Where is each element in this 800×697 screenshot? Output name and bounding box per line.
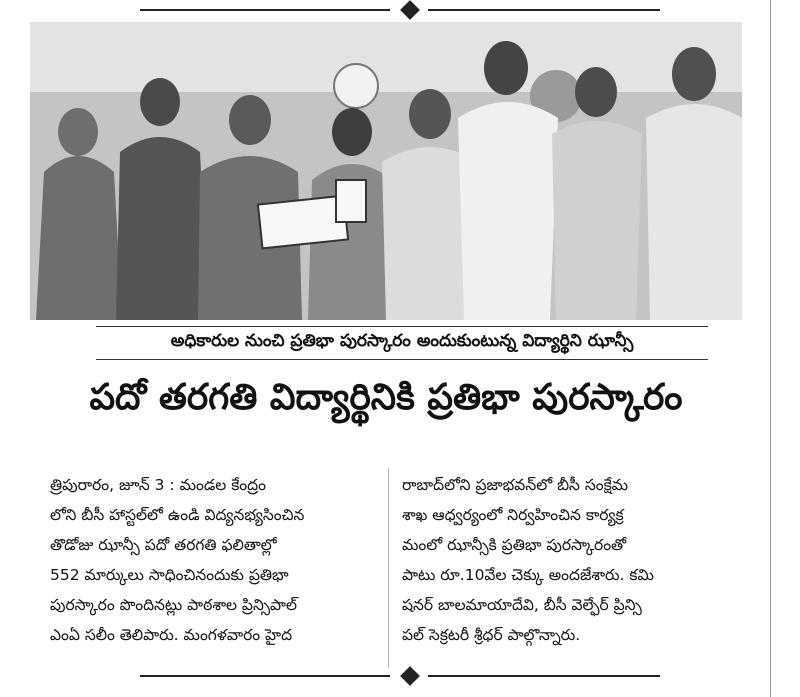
article-column-left xyxy=(50,470,372,650)
top-rule-diamond xyxy=(400,0,420,20)
article-line: లోని బీసీ హాస్టల్‌లో ఉండి విద్యనభ్యసించిన xyxy=(50,506,305,524)
bottom-rule-right xyxy=(428,675,660,677)
article-line: ఎంఏ సలీం తెలిపారు. మంగళవారం హైద xyxy=(50,626,293,644)
page-border-right xyxy=(770,0,771,697)
article-line: షనర్ బాలమాయాదేవి, బీసీ వెల్ఫేర్ ప్రిన్సి xyxy=(402,596,642,614)
news-photo xyxy=(30,22,742,320)
article-line: శాఖ ఆధ్వర్యంలో నిర్వహించిన కార్యక్ర xyxy=(402,506,624,524)
photo-caption: అధికారుల నుంచి ప్రతిభా పురస్కారం అందుకుంటున్న విద్యార్థిని ఝాన్సీ xyxy=(96,326,708,360)
article-line: మంలో ఝాన్సీకి ప్రతిభా పురస్కారంతో xyxy=(402,536,627,554)
article-line: తొడోజు ఝాన్సీ పదో తరగతి ఫలితాల్లో xyxy=(50,536,277,554)
article-line: 552 మార్కులు సాధించినందుకు ప్రతిభా xyxy=(50,566,289,584)
bottom-rule-left xyxy=(140,675,390,677)
top-rule-left xyxy=(140,9,390,11)
article-line: పాటు రూ.10వేల చెక్కు అందజేశారు. కమి xyxy=(402,566,654,584)
article-column-right xyxy=(402,470,724,650)
article-line: రాబాద్‌లోని ప్రజాభవన్‌లో బీసీ సంక్షేమ xyxy=(402,476,629,494)
article-line: త్రిపురారం, జూన్ 3 : మండల కేంద్రం xyxy=(50,476,266,494)
bottom-rule-diamond xyxy=(400,666,420,686)
column-divider xyxy=(388,468,389,668)
news-photo-illustration xyxy=(30,22,742,320)
top-rule-right xyxy=(428,9,660,11)
headline: పదో తరగతి విద్యార్థినికి ప్రతిభా పురస్కారం xyxy=(89,377,683,418)
article-line: పల్ సెక్రటరీ శ్రీధర్ పాల్గొన్నారు. xyxy=(402,626,581,644)
article-line: పురస్కారం పొందినట్లు పాఠశాల ప్రిన్సిపాల్ xyxy=(50,596,298,614)
